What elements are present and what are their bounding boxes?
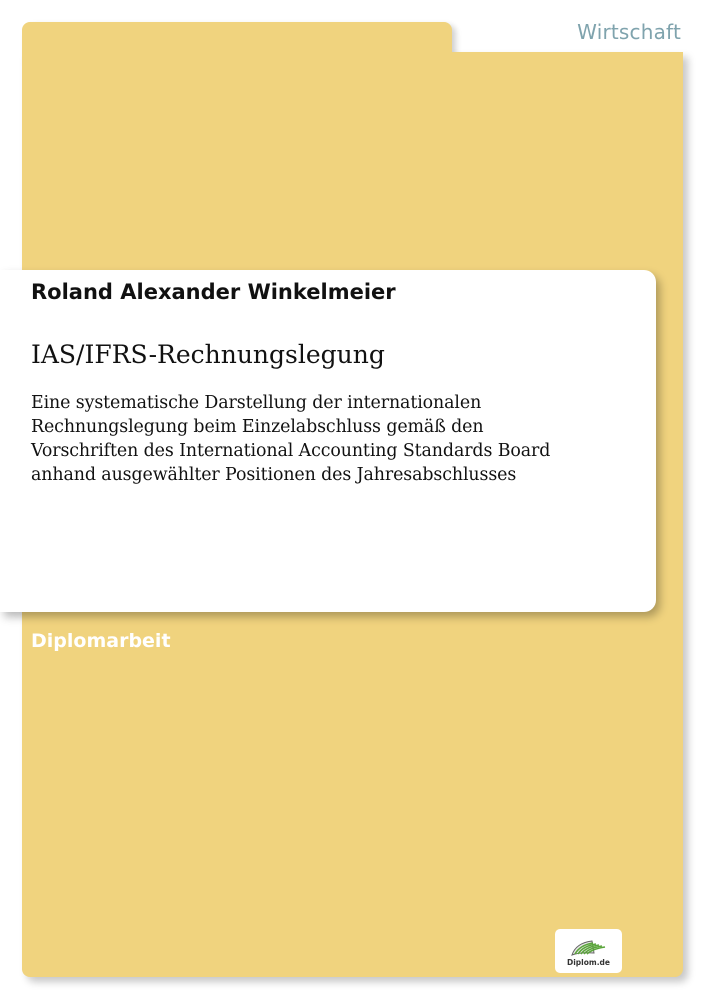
publisher-logo (555, 929, 622, 973)
author-name: Roland Alexander Winkelmeier (31, 280, 396, 304)
cover-tab-join (22, 40, 452, 64)
book-pages-icon (566, 933, 611, 959)
publisher-logo-text: Diplom.de (566, 958, 610, 967)
book-title: IAS/IFRS-Rechnungslegung (31, 340, 385, 369)
subtitle-line: anhand ausgewählter Positionen des Jahresabschlusses (31, 465, 517, 485)
document-type-label: Diplomarbeit (31, 630, 171, 652)
subtitle-line: Eine systematische Darstellung der internationalen (31, 393, 482, 413)
subtitle-line: Vorschriften des International Accounting Standards Board (31, 441, 551, 461)
subtitle-line: Rechnungslegung beim Einzelabschluss gemäß den (31, 417, 484, 437)
book-subtitle (31, 391, 631, 487)
category-label: Wirtschaft (577, 20, 681, 44)
